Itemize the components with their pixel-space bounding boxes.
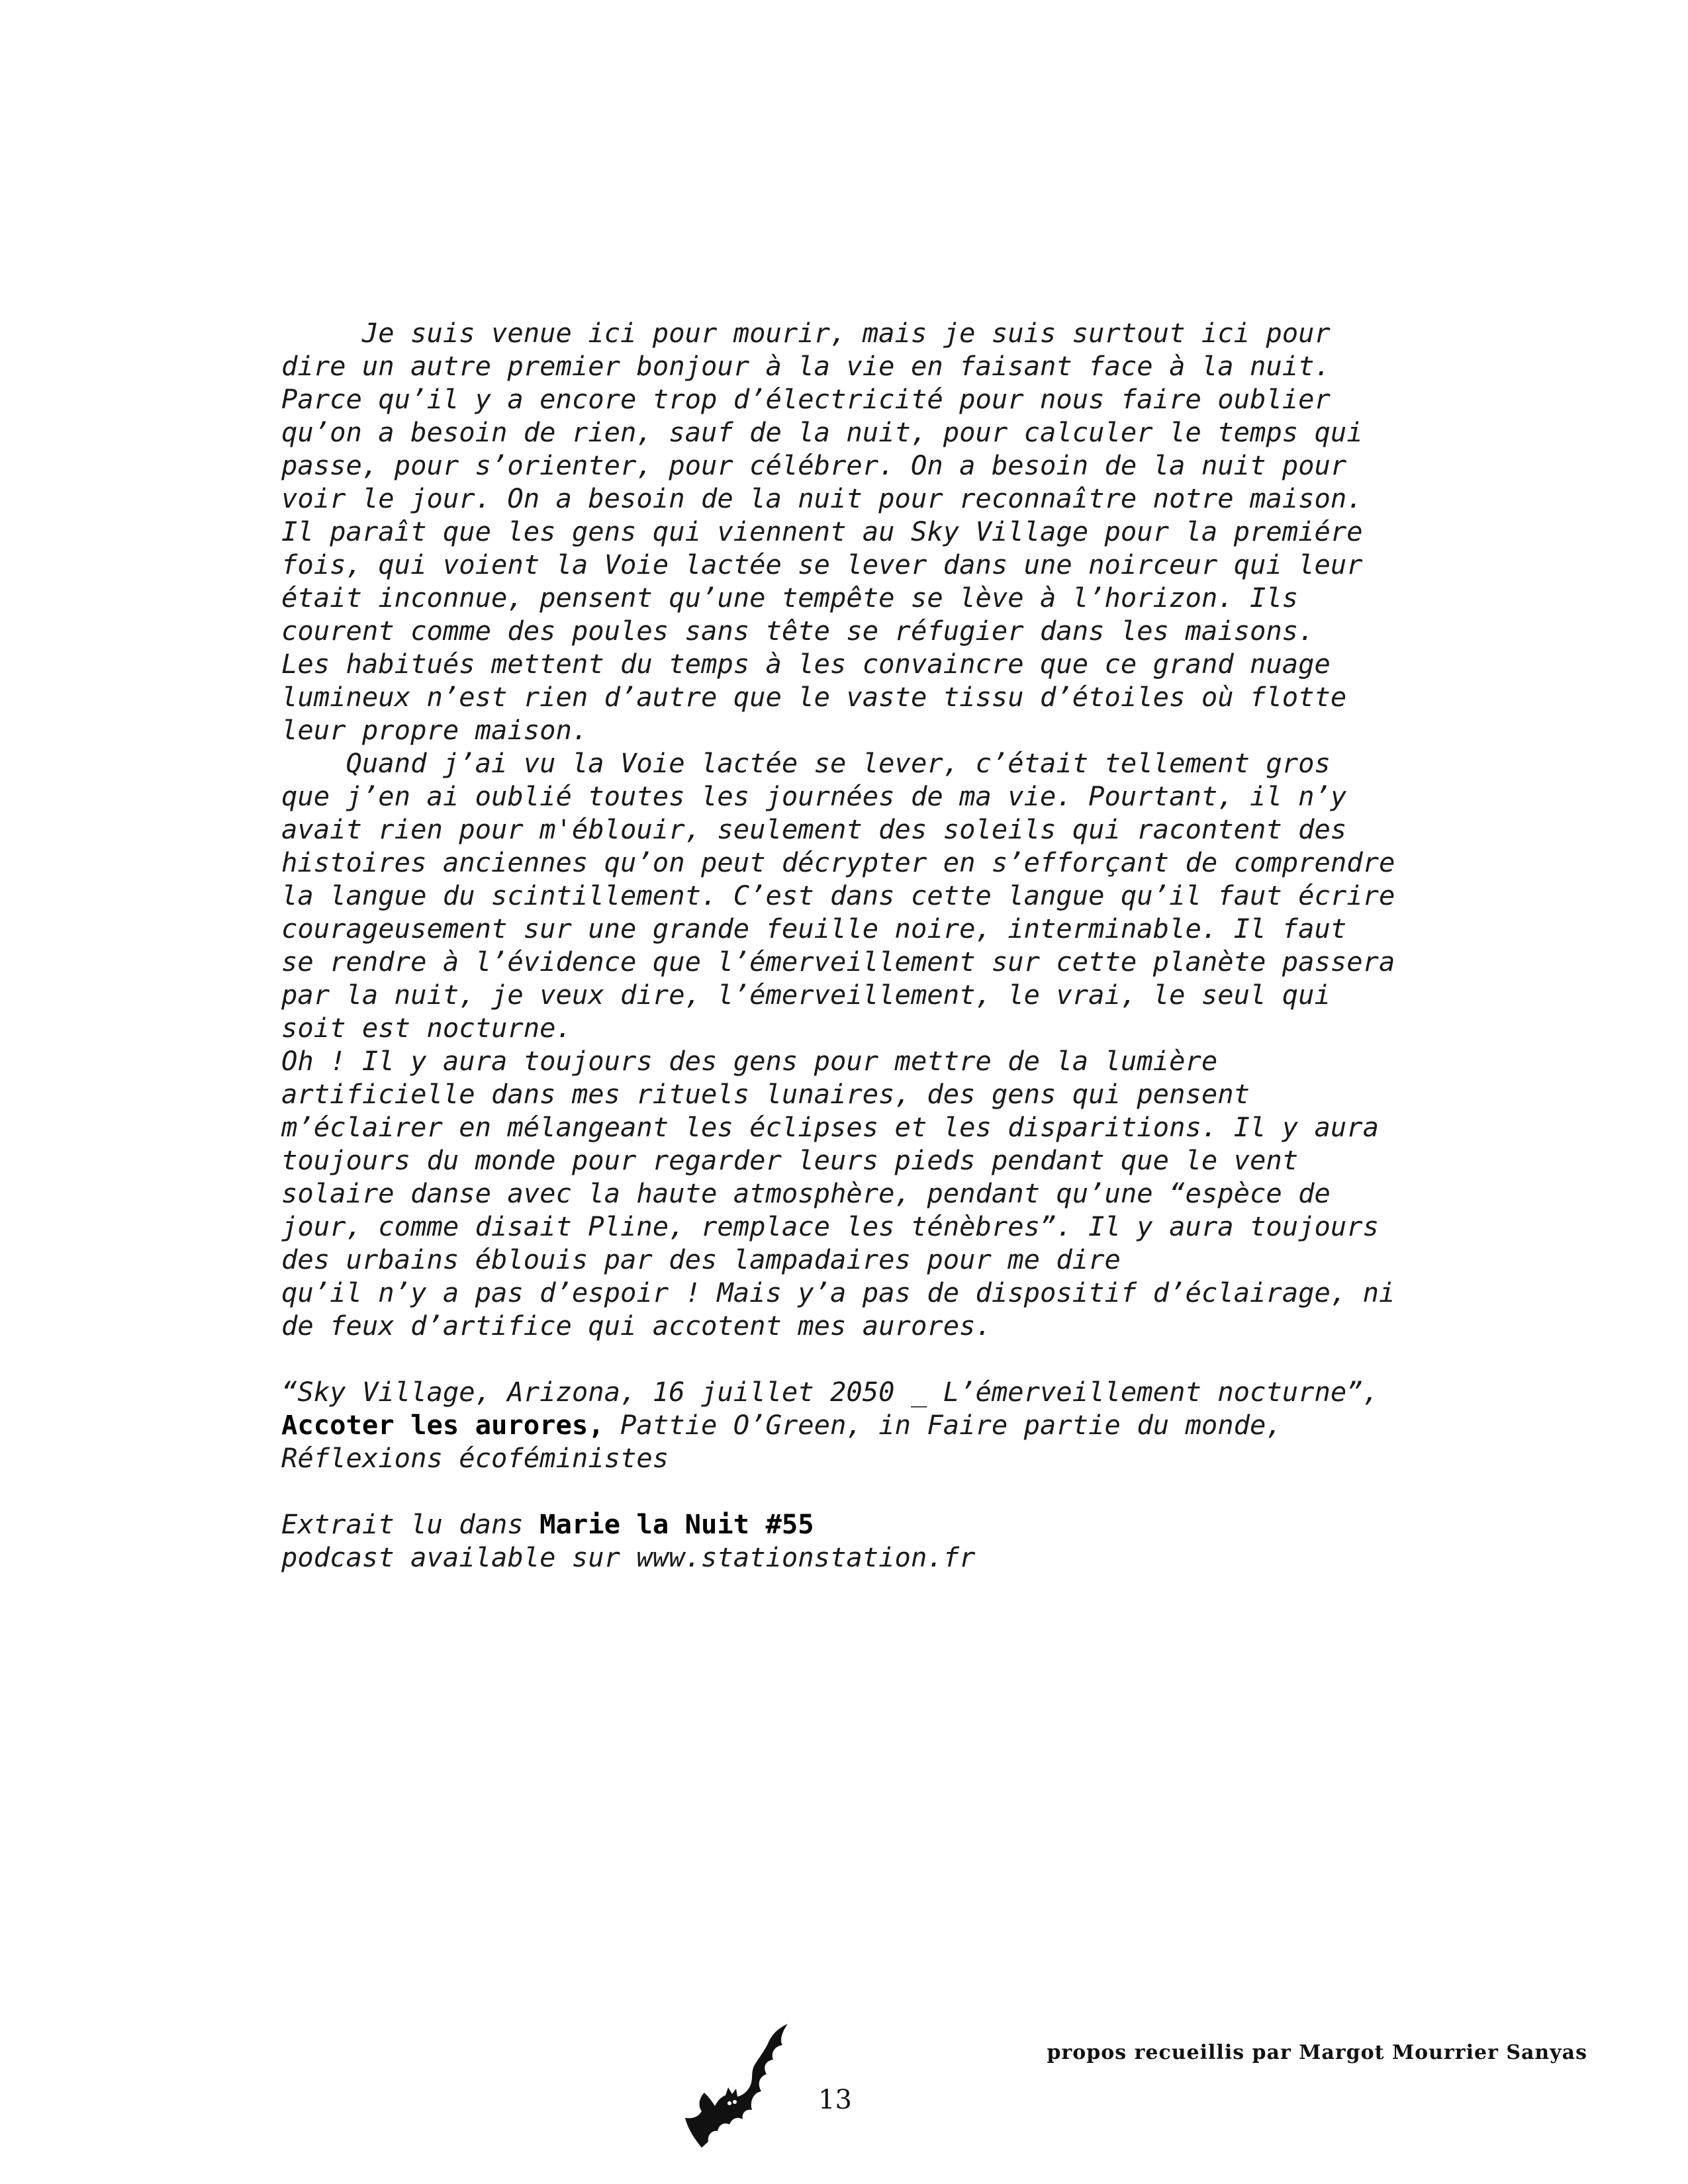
text-line: Il paraît que les gens qui viennent au Sky Village pour la premiére — [281, 516, 1363, 547]
text-line: avait rien pour m'éblouir, seulement des soleils qui racontent des — [281, 813, 1347, 845]
text-line: leur propre maison. — [281, 714, 588, 746]
page-number: 13 — [818, 2085, 852, 2115]
citation-line — [281, 1408, 1420, 1441]
text-line: fois, qui voient la Voie lactée se lever dans une noirceur qui leur — [281, 549, 1363, 580]
source-line — [281, 1508, 1420, 1541]
main-text — [281, 316, 1420, 1574]
text-line: Quand j’ai vu la Voie lactée se lever, c’était tellement gros — [281, 747, 1331, 779]
text-line: Les habitués mettent du temps à les convaincre que ce grand nuage — [281, 648, 1331, 680]
text-line: dire un autre premier bonjour à la vie en faisant face à la nuit. — [281, 350, 1331, 382]
text-line: courent comme des poules sans tête se réfugier dans les maisons. — [281, 615, 1315, 647]
text-line: courageusement sur une grande feuille noire, interminable. Il faut — [281, 913, 1347, 944]
citation-line: Réflexions écoféministes — [281, 1442, 669, 1474]
book-title: Accoter les aurores, — [281, 1409, 604, 1441]
text-line: Parce qu’il y a encore trop d’électricité pour nous faire oublier — [281, 383, 1331, 415]
text-line: lumineux n’est rien d’autre que le vaste tissu d’étoiles où flotte — [281, 681, 1347, 713]
paragraph-2 — [281, 747, 1420, 1044]
text-line: Je suis venue ici pour mourir, mais je suis surtout ici pour — [281, 317, 1331, 349]
text-line: la langue du scintillement. C’est dans cette langue qu’il faut écrire — [281, 880, 1395, 911]
text-line: m’éclairer en mélangeant les éclipses et les disparitions. Il y aura — [281, 1111, 1380, 1143]
citation — [281, 1375, 1420, 1475]
episode-title: Marie la Nuit #55 — [539, 1508, 814, 1540]
text-line: voir le jour. On a besoin de la nuit pour reconnaître notre maison. — [281, 482, 1363, 514]
text-line: des urbains éblouis par des lampadaires pour me dire — [281, 1244, 1121, 1275]
text-line: Oh ! Il y aura toujours des gens pour mettre de la lumière — [281, 1045, 1218, 1077]
text-line: se rendre à l’évidence que l’émerveillement sur cette planète passera — [281, 946, 1395, 978]
citation-line: “Sky Village, Arizona, 16 juillet 2050 _ L’émerveillement nocturne”, — [281, 1376, 1380, 1408]
text-line: soit est nocturne. — [281, 1012, 572, 1044]
text-line: de feux d’artifice qui accotent mes aurores. — [281, 1310, 992, 1342]
spacer — [281, 1475, 1420, 1508]
podcast-link: podcast available sur www.stationstation.fr — [281, 1541, 976, 1573]
text-line: qu’il n’y a pas d’espoir ! Mais y’a pas de dispositif d’éclairage, ni — [281, 1277, 1395, 1308]
spacer — [281, 1342, 1420, 1375]
text-line: jour, comme disait Pline, remplace les ténèbres”. Il y aura toujours — [281, 1210, 1380, 1242]
text-line: solaire danse avec la haute atmosphère, pendant qu’une “espèce de — [281, 1177, 1331, 1209]
author-credit: propos recueillis par Margot Mourrier Sanyas — [1047, 2041, 1587, 2064]
text-line: toujours du monde pour regarder leurs pieds pendant que le vent — [281, 1144, 1299, 1176]
paragraph-1 — [281, 316, 1420, 747]
citation-author: Pattie O’Green, in Faire partie du monde, — [604, 1409, 1282, 1441]
source — [281, 1508, 1420, 1574]
text-line: artificielle dans mes rituels lunaires, des gens qui pensent — [281, 1078, 1250, 1110]
source-prefix: Extrait lu dans — [281, 1508, 540, 1540]
paragraph-3 — [281, 1044, 1420, 1342]
text-line: histoires anciennes qu’on peut décrypter en s’efforçant de comprendre — [281, 846, 1395, 878]
bat-icon — [682, 2019, 798, 2151]
text-line: que j’en ai oublié toutes les journées de ma vie. Pourtant, il n’y — [281, 780, 1347, 812]
text-line: était inconnue, pensent qu’une tempête se lève à l’horizon. Ils — [281, 582, 1299, 614]
text-line: par la nuit, je veux dire, l’émerveillement, le vrai, le seul qui — [281, 979, 1331, 1011]
text-line: passe, pour s’orienter, pour célébrer. On a besoin de la nuit pour — [281, 449, 1347, 481]
text-line: qu’on a besoin de rien, sauf de la nuit, pour calculer le temps qui — [281, 416, 1363, 448]
